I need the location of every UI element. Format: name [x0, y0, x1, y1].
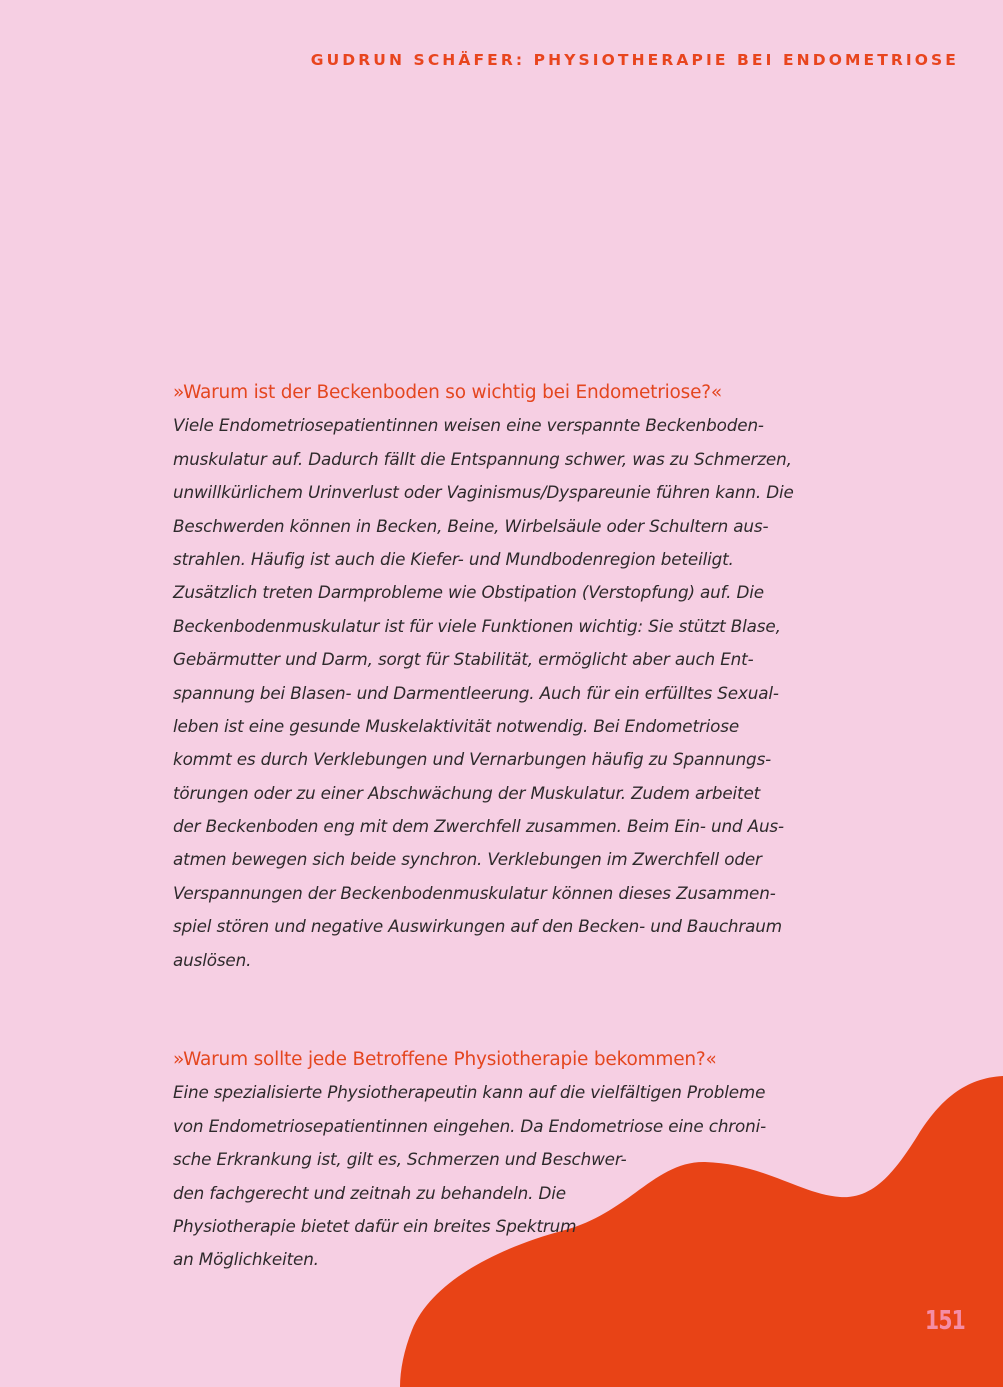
body-text-line: leben ist eine gesunde Muskelaktivität notwendig. Bei Endometriose	[173, 715, 740, 736]
body-text-line: Verspannungen der Beckenbodenmuskulatur können dieses Zusammen-	[173, 882, 776, 903]
section-pelvic-floor	[173, 376, 794, 977]
body-text-line: Viele Endometriosepatientinnen weisen eine verspannte Beckenboden-	[173, 415, 764, 436]
section-heading: »Warum ist der Beckenboden so wichtig bei Endometriose?«	[173, 382, 723, 403]
body-text-line: Beschwerden können in Becken, Beine, Wirbelsäule oder Schultern aus-	[173, 515, 769, 536]
body-text-line: sche Erkrankung ist, gilt es, Schmerzen und Beschwer-	[173, 1149, 627, 1170]
body-text-line: den fachgerecht und zeitnah zu behandeln. Die	[173, 1182, 566, 1203]
body-text-line: von Endometriosepatientinnen eingehen. Da Endometriose eine chroni-	[173, 1115, 767, 1136]
body-text-line: törungen oder zu einer Abschwächung der Muskulatur. Zudem arbeitet	[173, 782, 761, 803]
body-text-line: atmen bewegen sich beide synchron. Verklebungen im Zwerchfell oder	[173, 849, 762, 870]
body-text-line: Beckenbodenmuskulatur ist für viele Funktionen wichtig: Sie stützt Blase,	[173, 615, 781, 636]
body-text-line: Zusätzlich treten Darmprobleme wie Obstipation (Verstopfung) auf. Die	[173, 582, 764, 603]
body-text-line: Physiotherapie bietet dafür ein breites Spektrum	[173, 1215, 577, 1236]
body-text-line: spiel stören und negative Auswirkungen auf den Becken- und Bauchraum	[173, 916, 782, 937]
body-text-line: muskulatur auf. Dadurch fällt die Entspannung schwer, was zu Schmerzen,	[173, 448, 792, 469]
running-header: GUDRUN SCHÄFER: PHYSIOTHERAPIE BEI ENDOMETRIOSE	[310, 51, 959, 69]
body-text-line: Gebärmutter und Darm, sorgt für Stabilität, ermöglicht aber auch Ent-	[173, 649, 754, 670]
body-text-line: strahlen. Häufig ist auch die Kiefer- und Mundbodenregion beteiligt.	[173, 548, 734, 569]
body-text-line: kommt es durch Verklebungen und Vernarbungen häufig zu Spannungs-	[173, 749, 772, 770]
page-number: 151	[925, 1306, 965, 1336]
body-text-line: unwillkürlichem Urinverlust oder Vaginismus/Dyspareunie führen kann. Die	[173, 482, 794, 503]
body-text-line: an Möglichkeiten.	[173, 1249, 319, 1270]
body-text-line: spannung bei Blasen- und Darmentleerung. Auch für ein erfülltes Sexual-	[173, 682, 779, 703]
section-heading: »Warum sollte jede Betroffene Physiotherapie bekommen?«	[173, 1049, 717, 1070]
section-physiotherapy	[173, 1043, 766, 1277]
body-text-line: auslösen.	[173, 949, 252, 970]
body-text-line: Eine spezialisierte Physiotherapeutin kann auf die vielfältigen Probleme	[173, 1082, 766, 1103]
body-text-line: der Beckenboden eng mit dem Zwerchfell zusammen. Beim Ein- und Aus-	[173, 816, 784, 837]
